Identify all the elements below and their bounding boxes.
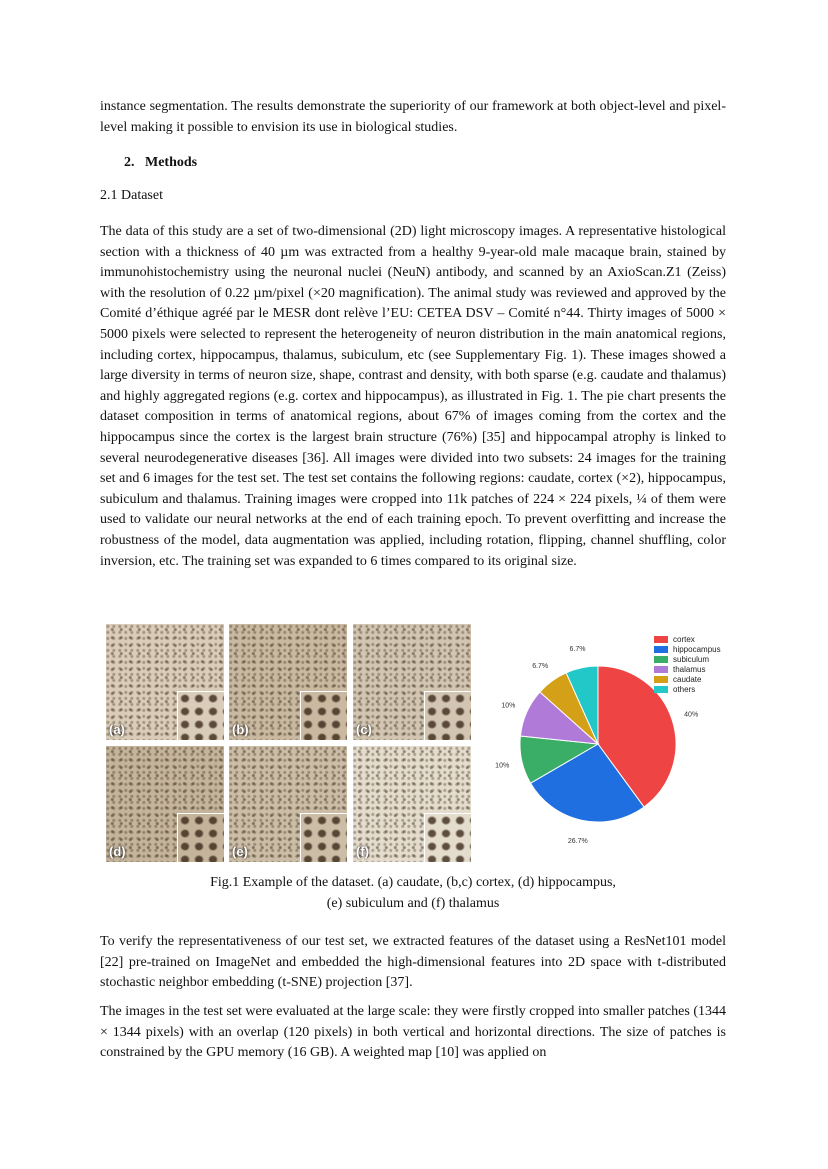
dataset-text: The data of this study are a set of two-dimensional (2D) light microscopy images. A representative histological section with a thickness of 40 µm was extracted from a healthy 9-year-old male macaque brain, stained by immunohistochemistry using the neuronal nuclei (NeuN) antibody, and scanned by an AxioScan.Z1 (Zeiss) with the resolution of 0.22 µm/pixel (×20 magnification). The animal study was reviewed and approved by the Comité d’éthique agréé par le MESR dont relève l’EU: CETEA DSV – Comité n°44. Thirty images of 5000 × 5000 pixels were selected to represent the heterogeneity of neuron distribution in the main anatomical regions, including cortex, hippocampus, thalamus, subiculum, etc (see Supplementary Fig. 1). These images showed a large diversity in terms of neuron size, shape, contrast and density, with both sparse (e.g. caudate and thalamus) and highly aggregated regions (e.g. cortex and hippocampus), as illustrated in Fig. 1. The pie chart presents the dataset composition in terms of anatomical regions, about 67% of images coming from the cortex and the hippocampus since the cortex is the largest brain structure (76%) [35] and hippocampal atrophy is linked to several neurodegenerative diseases [36]. All images were divided into two subsets: 24 images for the training set and 6 images for the test set. The test set contains the following regions: caudate, cortex (×2), hippocampus, subiculum and thalamus. Training images were cropped into 11k patches of 224 × 224 pixels, ¼ of them were used to validate our neural networks at the end of each training epoch. To prevent overfitting and increase the robustness of the model, data augmentation was applied, including rotation, flipping, channel shuffling, color inversion, etc. The training set was expanded to 6 times compared to its original size. xyxy=(100,224,726,569)
legend-swatch xyxy=(654,666,668,673)
zoom-inset xyxy=(424,691,471,740)
legend-label: caudate xyxy=(673,674,702,684)
microscopy-panel xyxy=(106,746,224,862)
subsection-heading: 2.1 Dataset xyxy=(100,188,163,203)
figure-1 xyxy=(106,624,726,864)
test-paragraph xyxy=(100,1002,726,1064)
microscopy-panel xyxy=(229,746,347,862)
pie-data-label: 40% xyxy=(684,711,699,719)
legend-item xyxy=(654,654,721,664)
legend-label: thalamus xyxy=(673,664,706,674)
intro-text: instance segmentation. The results demonstrate the superiority of our framework at both object-level and pixel-level making it possible to envision its use in biological studies. xyxy=(100,99,726,135)
zoom-inset xyxy=(177,691,224,740)
caption-line-2: (e) subiculum and (f) thalamus xyxy=(326,896,500,911)
pie-data-label: 6.7% xyxy=(532,662,549,670)
intro-paragraph xyxy=(100,97,726,138)
test-text: The images in the test set were evaluated at the large scale: they were firstly cropped into smaller patches (1344 × 1344 pixels) with an overlap (120 pixels) in both vertical and horizontal directions. The size of patches is constrained by the GPU memory (16 GB). A weighted map [10] was applied on xyxy=(100,1004,727,1061)
panel-label: (d) xyxy=(109,844,126,859)
legend-item xyxy=(654,644,721,654)
panel-label: (f) xyxy=(356,844,369,859)
legend-item xyxy=(654,684,721,694)
microscopy-panel xyxy=(229,624,347,740)
legend-label: hippocampus xyxy=(673,644,721,654)
panel-label: (e) xyxy=(232,844,248,859)
pie-data-label: 26.7% xyxy=(567,837,588,845)
tsne-text: To verify the representativeness of our test set, we extracted features of the dataset using a ResNet101 model [22] pre-trained on ImageNet and embedded the high-dimensional features into 2D space with t-distributed stochastic neighbor embedding (t-SNE) projection [37]. xyxy=(100,934,726,991)
panel-label: (a) xyxy=(109,722,125,737)
tsne-paragraph xyxy=(100,932,726,994)
zoom-inset xyxy=(300,813,347,862)
legend-item xyxy=(654,634,721,644)
legend-swatch xyxy=(654,636,668,643)
legend-label: cortex xyxy=(673,634,695,644)
legend-item xyxy=(654,664,721,674)
pie-data-label: 10% xyxy=(495,762,510,770)
legend-swatch xyxy=(654,686,668,693)
microscopy-panel xyxy=(353,624,471,740)
figure-caption xyxy=(100,872,726,914)
microscopy-panel xyxy=(353,746,471,862)
caption-line-1: Fig.1 Example of the dataset. (a) caudate, (b,c) cortex, (d) hippocampus, xyxy=(210,875,616,890)
microscopy-panel xyxy=(106,624,224,740)
zoom-inset xyxy=(424,813,471,862)
dataset-paragraph xyxy=(100,222,726,572)
legend-label: others xyxy=(673,684,696,694)
legend-swatch xyxy=(654,656,668,663)
zoom-inset xyxy=(300,691,347,740)
legend-label: subiculum xyxy=(673,654,710,664)
panel-label: (b) xyxy=(232,722,249,737)
section-heading: 2. Methods xyxy=(124,155,198,170)
legend-swatch xyxy=(654,646,668,653)
legend-item xyxy=(654,674,721,684)
legend-swatch xyxy=(654,676,668,683)
zoom-inset xyxy=(177,813,224,862)
pie-legend xyxy=(654,634,721,694)
pie-data-label: 10% xyxy=(501,702,516,710)
panel-label: (c) xyxy=(356,722,372,737)
pie-data-label: 6.7% xyxy=(569,646,586,654)
